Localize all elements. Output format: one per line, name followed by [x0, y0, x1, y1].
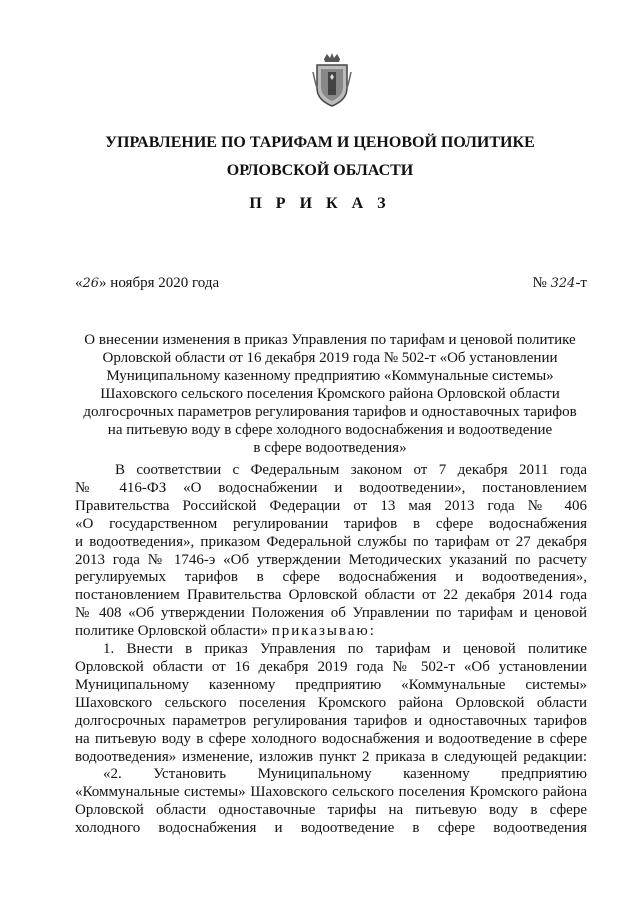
order-number: № 324-т [532, 275, 587, 291]
date: «26» ноября 2020 года [75, 275, 220, 291]
order-verb: приказываю: [271, 623, 376, 640]
body-line: долгосрочных параметров регулирования тарифов и одноставочных тарифов [75, 712, 587, 729]
coat-of-arms-emblem [311, 52, 353, 108]
body-line: № 408 «Об утверждении Положения об Управлении по тарифам и ценовой [75, 605, 587, 622]
order-body [75, 462, 587, 838]
body-line: Орловской области от 16 декабря 2019 года № 502-т «Об установлении [75, 658, 587, 675]
body-line: Орловской области одноставочные тарифы на питьевую воду в сфере [75, 802, 587, 819]
region-title: ОРЛОВСКОЙ ОБЛАСТИ [226, 162, 414, 179]
body-line: холодного водоснабжения и водоотведение в сфере водоотведения [75, 820, 587, 837]
body-line: «О государственном регулировании тарифов в сфере водоснабжения [75, 515, 587, 532]
document-type-title: П Р И К А З [249, 195, 391, 212]
order-subject [70, 331, 590, 457]
subject-line: Шаховского сельского поселения Кромского района Орловской области [100, 386, 560, 402]
body-line: Шаховского сельского поселения Кромского района Орловской области [75, 694, 587, 711]
body-line: постановлением Правительства Орловской области от 22 декабря 2014 года [75, 587, 587, 604]
body-line: Правительства Российской Федерации от 13 мая 2013 года № 406 [75, 497, 587, 514]
clause-1-line: 1. Внести в приказ Управления по тарифам и ценовой политике [103, 641, 587, 658]
body-line: регулируемых тарифов в сфере водоснабжения и водоотведения», [75, 569, 587, 586]
subject-line: О внесении изменения в приказ Управления по тарифам и ценовой политике [84, 332, 576, 348]
organization-title: УПРАВЛЕНИЕ ПО ТАРИФАМ И ЦЕНОВОЙ ПОЛИТИКЕ [105, 134, 535, 151]
body-line: на питьевую воду в сфере холодного водоснабжения и водоотведение в сфере [75, 730, 587, 747]
subject-line: долгосрочных параметров регулирования тарифов и одноставочных тарифов [83, 404, 577, 420]
date-number-line [75, 275, 587, 292]
body-line: водоотведения» изменение, изложив пункт 2 приказа в следующей редакции: [75, 748, 587, 765]
body-line: В соответствии с Федеральным законом от 7 декабря 2011 года [115, 462, 587, 478]
body-line: № 416-ФЗ «О водоснабжении и водоотведении», постановлением [75, 479, 587, 496]
subject-line: в сфере водоотведения» [253, 440, 407, 456]
subject-line: Орловской области от 16 декабря 2019 года № 502-т «Об установлении [102, 350, 558, 366]
body-line: Муниципальному казенному предприятию «Коммунальные системы» [75, 676, 587, 693]
subject-line: Муниципальному казенному предприятию «Коммунальные системы» [106, 368, 554, 384]
body-line: и водоотведения», приказом Федеральной службы по тарифам от 27 декабря [75, 533, 587, 550]
body-line: «Коммунальные системы» Шаховского сельского поселения Кромского района [75, 784, 587, 801]
body-line: политике Орловской области» приказываю: [75, 623, 376, 640]
subject-line: на питьевую воду в сфере холодного водоснабжения и водоотведение [107, 422, 553, 438]
clause-2-line: «2. Установить Муниципальному казенному предприятию [103, 766, 587, 783]
body-line: 2013 года № 1746-э «Об утверждении Методических указаний по расчету [75, 551, 587, 568]
handwritten-day: 26 [82, 276, 100, 291]
handwritten-number: 324 [550, 276, 576, 291]
